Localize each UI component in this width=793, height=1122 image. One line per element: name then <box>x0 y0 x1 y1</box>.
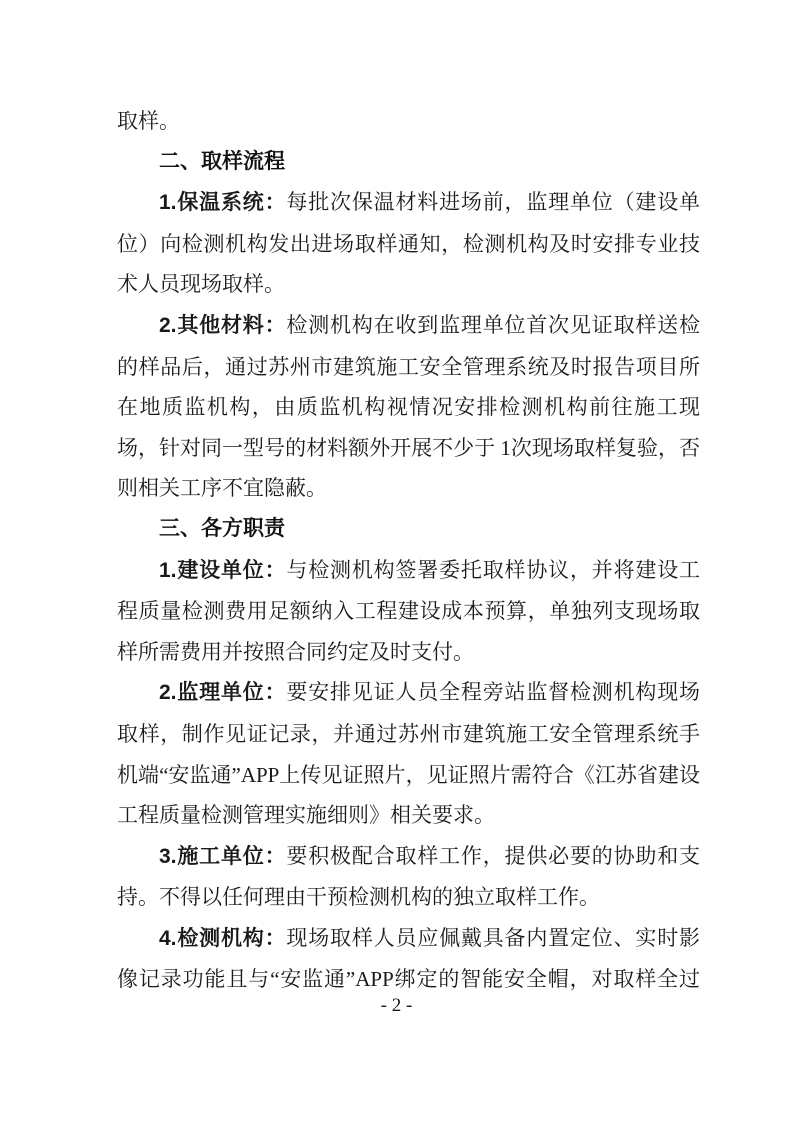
paragraph-supervision-unit <box>117 672 700 835</box>
item-text-construction-unit: 要积极配合取样工作，提供必要的协助和支持。不得以任何理由干预检测机构的独立取样工作。 <box>117 843 701 910</box>
document-body <box>117 101 700 1000</box>
item-label-other-materials: 2.其他材料： <box>159 313 287 337</box>
item-text-testing-agency: 现场取样人员应佩戴具备内置定位、实时影像记录功能且与“安监通”APP绑定的智能安全帽，对取样全过 <box>117 925 701 992</box>
paragraph-continuation: 取样。 <box>117 109 180 133</box>
item-text-construction-owner: 与检测机构签署委托取样协议，并将建设工程质量检测费用足额纳入工程建设成本预算，单独列支现场取样所需费用并按照合同约定及时支付。 <box>117 557 701 664</box>
item-text-supervision-unit: 要安排见证人员全程旁站监督检测机构现场取样，制作见证记录，并通过苏州市建筑施工安全管理系统手机端“安监通”APP上传见证照片，见证照片需符合《江苏省建设工程质量检测管理实施细则》相关要求。 <box>117 680 701 828</box>
paragraph-testing-agency <box>117 918 700 1000</box>
page-number: - 2 - <box>380 995 413 1016</box>
item-label-supervision-unit: 2.监理单位： <box>159 681 287 705</box>
paragraph-other-materials <box>117 305 700 509</box>
item-text-other-materials: 检测机构在收到监理单位首次见证取样送检的样品后，通过苏州市建筑施工安全管理系统及时报告项目所在地质监机构，由质监机构视情况安排检测机构前往施工现场，针对同一型号的材料额外开展不少于 1次现场取样复验，否则相关工序不宜隐蔽。 <box>117 312 701 501</box>
paragraph-construction-unit <box>117 836 700 918</box>
item-label-construction-unit: 3.施工单位： <box>159 844 287 868</box>
item-label-testing-agency: 4.检测机构： <box>159 926 287 950</box>
section-heading-sampling-process: 二、取样流程 <box>159 149 285 173</box>
paragraph-construction-owner <box>117 550 700 673</box>
item-text-insulation-system: 每批次保温材料进场前，监理单位（建设单位）向检测机构发出进场取样通知，检测机构及时安排专业技术人员现场取样。 <box>117 190 701 297</box>
item-label-construction-owner: 1.建设单位： <box>159 558 287 582</box>
paragraph-insulation-system <box>117 182 700 305</box>
section-heading-responsibilities: 三、各方职责 <box>159 516 285 540</box>
item-label-insulation-system: 1.保温系统： <box>159 191 287 215</box>
